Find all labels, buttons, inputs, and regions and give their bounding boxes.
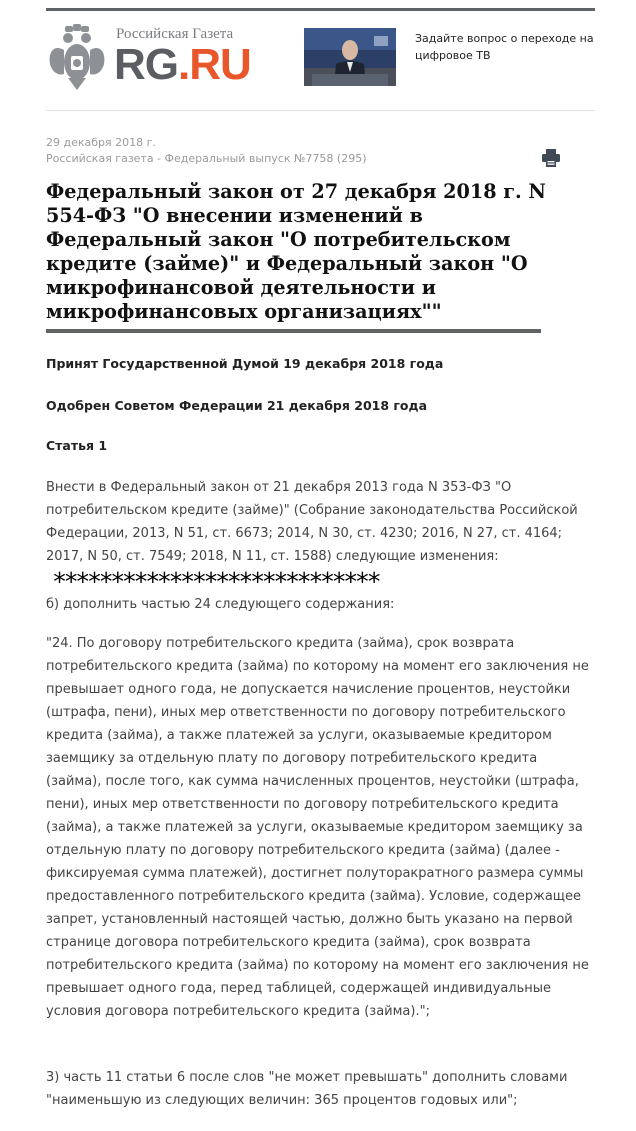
site-header — [46, 20, 595, 105]
adopted-line: Принят Государственной Думой 19 декабря 2018 года — [46, 356, 444, 371]
article-heading: Статья 1 — [46, 438, 108, 453]
article-title: Федеральный закон от 27 декабря 2018 г. N 554-ФЗ "О внесении изменений в Федеральный закон "О потребительском кредите (займе)" и Федеральный закон "О микрофинансовой деятельности и микрофинансовых организациях"" — [46, 180, 546, 323]
article-meta — [46, 135, 367, 167]
rg-logo[interactable] — [114, 40, 251, 90]
promo-link[interactable]: Задайте вопрос о переходе на цифровое ТВ — [415, 32, 594, 62]
title-divider — [46, 329, 541, 333]
print-icon[interactable] — [541, 149, 561, 167]
part-3-paragraph: 3) часть 11 статьи 6 после слов "не может превышать" дополнить словами "наименьшую из следующих величин: 365 процентов годовых или"; — [46, 1070, 568, 1108]
header-divider — [46, 110, 595, 111]
top-rule — [46, 8, 595, 11]
intro-paragraph: Внести в Федеральный закон от 21 декабря 2013 года N 353-ФЗ "О потребительском кредите (займе)" (Собрание законодательства Российской Федерации, 2013, N 51, ст. 6673; 2014, N 30, ст. 4230; 2016, N 27, ст. 4164; 2017, N 50, ст. 7549; 2018, N 11, ст. 1588) следующие изменения: — [46, 480, 578, 564]
clause-24-paragraph: "24. По договору потребительского кредита (займа), срок возврата потребительского кредита (займа) по которому на момент его заключения не превышает одного года, не допускается начисление процентов, неустойки (штрафа, пени), иных мер ответственности по договору потребительского кредита (займа), а также платежей за услуги, оказываемые кредитором заемщику за отдельную плату по договору потребительского кредита (займа), после того, как сумма начисленных процентов, неустойки (штрафа, пени), иных мер ответственности по договору потребительского кредита (займа), а также платежей за услуги, оказываемые кредитором заемщику за отдельную плату по договору потребительского кредита (займа) (далее - фиксируемая сумма платежей), достигнет полуторакратного размера суммы предоставленного потребительского кредита (займа). Условие, содержащее запрет, установленный настоящей частью, должно быть указано на первой странице договора потребительского кредита (займа), срок возврата потребительского кредита (займа) по которому на момент его заключения не превышает одного года, перед таблицей, содержащей индивидуальные условия договора потребительского кредита (займа)."; — [46, 636, 589, 1019]
brand-subtitle[interactable]: Российская Газета — [116, 26, 234, 42]
approved-line: Одобрен Советом Федерации 21 декабря 2018 года — [46, 398, 428, 413]
issue-info: Российская газета - Федеральный выпуск №7758 (295) — [46, 152, 367, 165]
logo-rg: RG — [114, 40, 178, 89]
part-b-paragraph: б) дополнить частью 24 следующего содержания: — [46, 597, 395, 612]
logo-ru: .RU — [178, 40, 251, 89]
promo-thumbnail[interactable] — [304, 28, 396, 86]
asterisk-separator: **************************** — [52, 567, 379, 596]
emblem-icon[interactable] — [46, 24, 108, 90]
publish-date: 29 декабря 2018 г. — [46, 136, 156, 149]
